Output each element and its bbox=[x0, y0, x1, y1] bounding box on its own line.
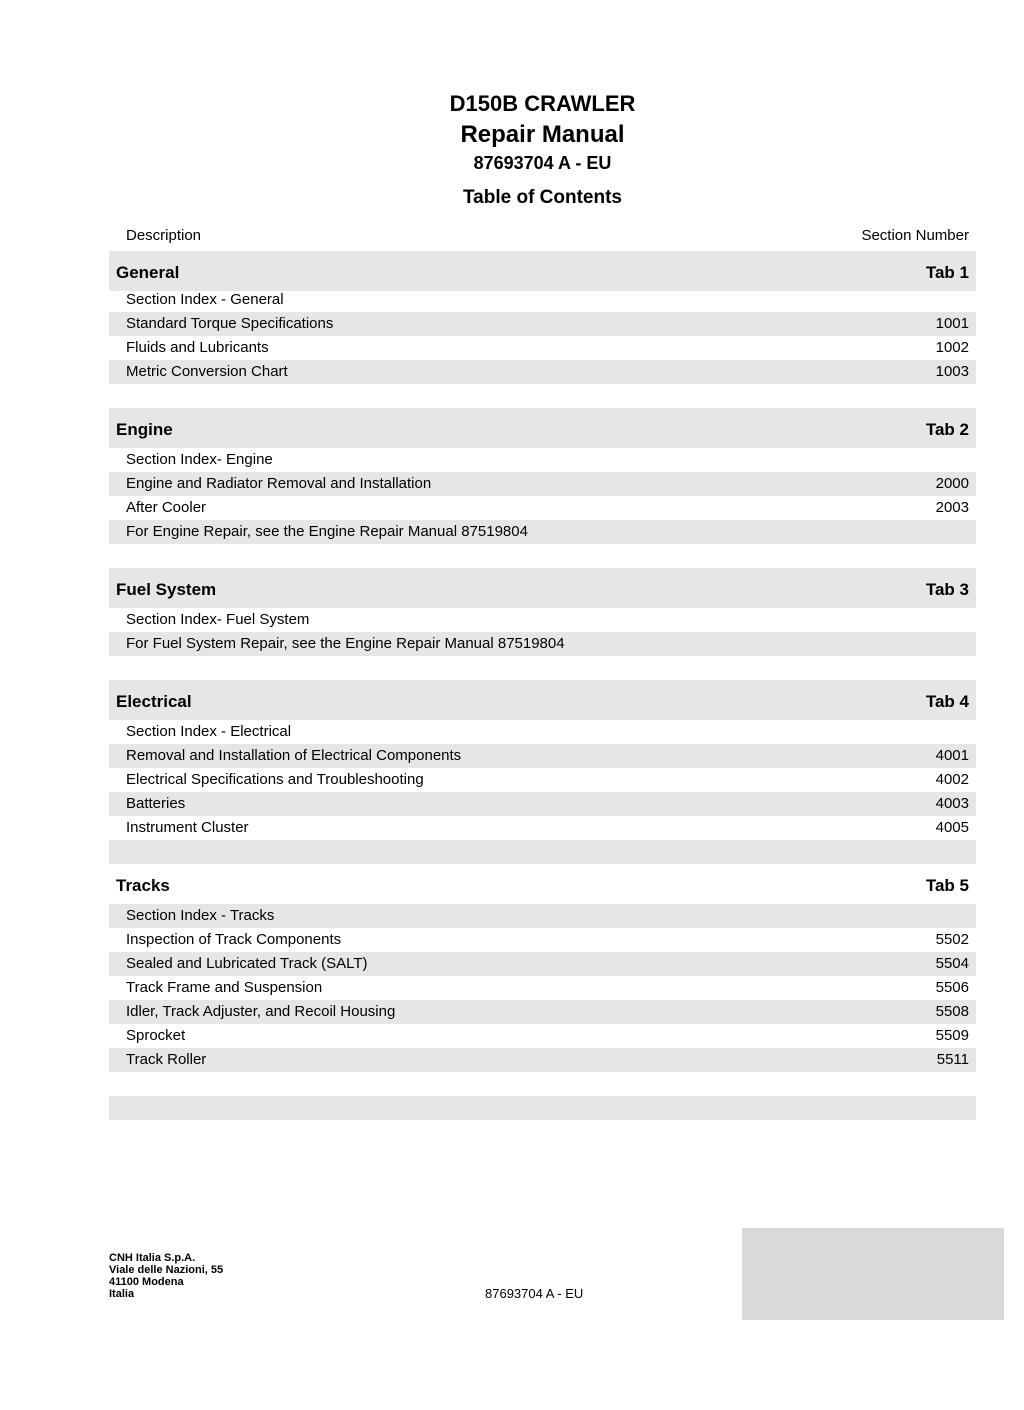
toc-heading: Table of Contents bbox=[462, 187, 623, 208]
city-address: 41100 Modena bbox=[109, 1276, 184, 1288]
toc-row[interactable] bbox=[109, 904, 976, 928]
toc-row-description: Sprocket bbox=[126, 1027, 186, 1044]
toc-row-number: 5511 bbox=[936, 1051, 969, 1068]
toc-row-number: 2000 bbox=[935, 475, 969, 492]
section-name: Tracks bbox=[116, 876, 170, 895]
toc-row-description: Fluids and Lubricants bbox=[126, 339, 269, 356]
toc-row-number: 5506 bbox=[935, 979, 969, 996]
toc-row[interactable] bbox=[109, 816, 976, 840]
toc-row-description: Batteries bbox=[126, 795, 186, 812]
gray-placeholder-box bbox=[742, 1228, 1004, 1320]
section-header-general[interactable] bbox=[109, 251, 976, 291]
toc-row-number: 1002 bbox=[935, 339, 969, 356]
toc-row-number: 4005 bbox=[935, 819, 969, 836]
column-headers bbox=[126, 227, 969, 247]
section-tab: Tab 2 bbox=[925, 420, 969, 439]
toc-row[interactable] bbox=[109, 1024, 976, 1048]
footer-document-number: 87693704 A - EU bbox=[485, 1286, 584, 1301]
toc-row-number: 4003 bbox=[935, 795, 969, 812]
toc-row[interactable] bbox=[109, 1000, 976, 1024]
section-tab: Tab 4 bbox=[925, 692, 969, 711]
toc-row-description: Section Index - Electrical bbox=[126, 723, 292, 740]
toc-row[interactable] bbox=[109, 792, 976, 816]
section-tab: Tab 3 bbox=[925, 580, 969, 599]
manual-number: 87693704 A - EU bbox=[473, 153, 612, 173]
toc-row-description: Engine and Radiator Removal and Installation bbox=[126, 475, 432, 492]
section-header-tracks[interactable] bbox=[109, 864, 976, 904]
toc-row-description: Track Roller bbox=[126, 1051, 207, 1068]
toc-row[interactable] bbox=[109, 360, 976, 384]
toc-row[interactable] bbox=[109, 928, 976, 952]
toc-row-description: Section Index - General bbox=[126, 291, 284, 308]
manual-title: Repair Manual bbox=[460, 121, 625, 148]
toc-row[interactable] bbox=[109, 496, 976, 520]
toc-row-number: 2003 bbox=[935, 499, 969, 516]
toc-row-number: 5508 bbox=[935, 1003, 969, 1020]
toc-row[interactable] bbox=[109, 520, 976, 544]
toc-row[interactable] bbox=[109, 952, 976, 976]
toc-row-description: After Cooler bbox=[126, 499, 207, 516]
section-tab: Tab 5 bbox=[925, 876, 969, 895]
toc-row[interactable] bbox=[109, 448, 976, 472]
toc-row[interactable] bbox=[109, 768, 976, 792]
toc-row-description: For Engine Repair, see the Engine Repair Manual 87519804 bbox=[126, 523, 528, 540]
toc-row-number: 5502 bbox=[935, 931, 969, 948]
section-tab: Tab 1 bbox=[925, 263, 969, 282]
toc-row[interactable] bbox=[109, 288, 976, 312]
toc-row-description: Idler, Track Adjuster, and Recoil Housing bbox=[126, 1003, 396, 1020]
toc-row-description: Instrument Cluster bbox=[126, 819, 249, 836]
toc-row[interactable] bbox=[109, 720, 976, 744]
section-header-fuel-system[interactable] bbox=[109, 568, 976, 608]
blank-row bbox=[109, 1096, 976, 1120]
description-header: Description bbox=[126, 227, 202, 244]
machine-title: D150B CRAWLER bbox=[449, 91, 636, 116]
toc-row-description: Sealed and Lubricated Track (SALT) bbox=[126, 955, 368, 972]
toc-row-number: 5509 bbox=[935, 1027, 969, 1044]
toc-row-description: For Fuel System Repair, see the Engine Repair Manual 87519804 bbox=[126, 635, 565, 652]
toc-row-description: Section Index- Fuel System bbox=[126, 611, 310, 628]
section-name: Engine bbox=[116, 420, 173, 439]
section-number-header: Section Number bbox=[861, 227, 969, 244]
toc-row-number: 1003 bbox=[935, 363, 969, 380]
toc-row[interactable] bbox=[109, 608, 976, 632]
section-name: Electrical bbox=[116, 692, 192, 711]
toc-row-description: Standard Torque Specifications bbox=[126, 315, 334, 332]
company-name: CNH Italia S.p.A. bbox=[109, 1252, 196, 1264]
toc-row-description: Removal and Installation of Electrical Components bbox=[126, 747, 462, 764]
toc-row[interactable] bbox=[109, 744, 976, 768]
toc-row-number: 4001 bbox=[935, 747, 969, 764]
section-header-engine[interactable] bbox=[109, 408, 976, 448]
toc-row[interactable] bbox=[109, 336, 976, 360]
toc-row[interactable] bbox=[109, 1048, 976, 1072]
toc-row[interactable] bbox=[109, 632, 976, 656]
toc-row[interactable] bbox=[109, 976, 976, 1000]
toc-row-number: 5504 bbox=[935, 955, 969, 972]
country: Italia bbox=[109, 1288, 135, 1300]
street-address: Viale delle Nazioni, 55 bbox=[109, 1264, 224, 1276]
publisher-address bbox=[109, 1252, 223, 1300]
section-name: General bbox=[116, 263, 180, 282]
toc-row-number: 1001 bbox=[935, 315, 969, 332]
toc-row-description: Section Index - Tracks bbox=[126, 907, 275, 924]
toc-row-description: Section Index- Engine bbox=[126, 451, 273, 468]
toc-row-description: Inspection of Track Components bbox=[126, 931, 342, 948]
toc-row-description: Track Frame and Suspension bbox=[126, 979, 323, 996]
toc-row-number: 4002 bbox=[935, 771, 969, 788]
section-header-electrical[interactable] bbox=[109, 680, 976, 720]
blank-row bbox=[109, 840, 976, 864]
toc-row[interactable] bbox=[109, 312, 976, 336]
section-name: Fuel System bbox=[116, 580, 217, 599]
toc-row[interactable] bbox=[109, 472, 976, 496]
toc-row-description: Metric Conversion Chart bbox=[126, 363, 288, 380]
toc-row-description: Electrical Specifications and Troubleshooting bbox=[126, 771, 424, 788]
